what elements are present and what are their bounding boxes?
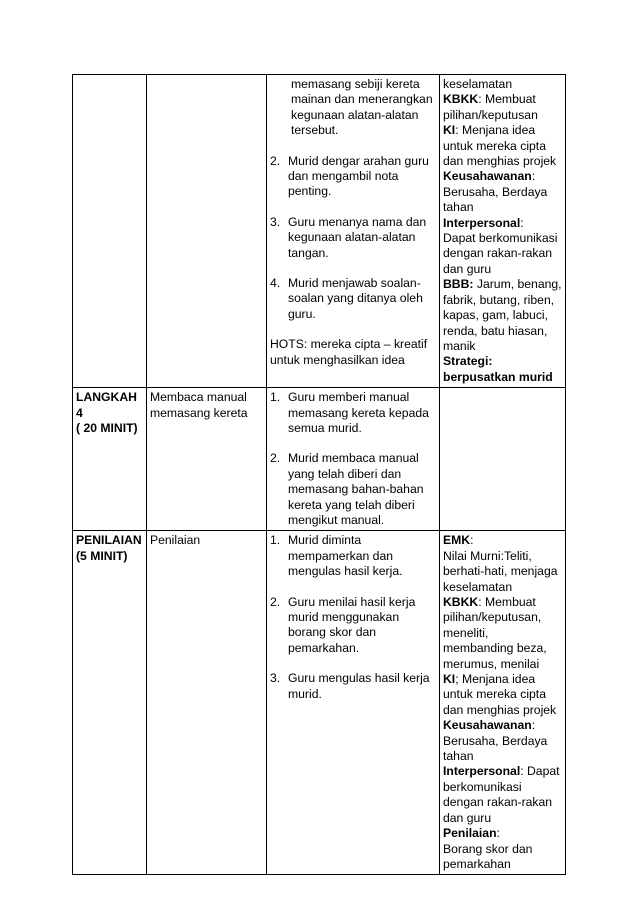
notes-cell bbox=[440, 531, 566, 875]
table-row bbox=[73, 388, 566, 531]
step-text: Murid menjawab soalan-soalan yang ditanya oleh guru. bbox=[288, 276, 423, 321]
note-text: : Dapat berkomunikasi dengan rakan-rakan dan guru bbox=[443, 764, 560, 825]
note-text: keselamatan bbox=[443, 77, 513, 91]
hots-note: HOTS: mereka cipta – kreatif untuk menghasilkan idea bbox=[270, 337, 428, 367]
activity-cell bbox=[267, 531, 440, 875]
note-line bbox=[443, 734, 562, 765]
note-heading: Interpersonal bbox=[443, 215, 521, 230]
note-text: : bbox=[531, 718, 536, 733]
table-row bbox=[73, 531, 566, 875]
note-line bbox=[443, 92, 562, 123]
lesson-plan-body bbox=[73, 75, 566, 875]
note-text: : bbox=[470, 533, 474, 548]
lesson-plan-table bbox=[72, 74, 566, 875]
stage-cell bbox=[73, 388, 147, 531]
step-text: Guru mengulas hasil kerja murid. bbox=[288, 671, 430, 701]
note-line bbox=[443, 826, 562, 841]
stage-cell bbox=[73, 531, 147, 875]
note-line bbox=[443, 77, 562, 92]
activity-cell bbox=[267, 75, 440, 388]
content-text: Penilaian bbox=[150, 533, 201, 548]
stage-label: (5 MINIT) bbox=[76, 548, 128, 563]
note-heading: BBB: bbox=[443, 277, 474, 292]
note-heading: KI bbox=[443, 672, 456, 687]
step-number: 1. bbox=[270, 390, 281, 405]
note-line bbox=[443, 169, 562, 184]
activity-step bbox=[270, 671, 436, 702]
activity-cell bbox=[267, 388, 440, 531]
content-cell bbox=[147, 388, 267, 531]
step-number: 2. bbox=[270, 451, 281, 466]
note-heading: Penilaian bbox=[443, 826, 497, 841]
activity-step bbox=[270, 390, 436, 436]
activity-step bbox=[270, 276, 436, 322]
step-text: Murid membaca manual yang telah diberi dan memasang bahan-bahan kereta yang telah diberi mengikut manual. bbox=[288, 451, 424, 527]
note-heading: EMK bbox=[443, 533, 471, 548]
table-row bbox=[73, 75, 566, 388]
note-line bbox=[443, 277, 562, 354]
note-heading: berpusatkan murid bbox=[443, 369, 553, 384]
note-line bbox=[443, 354, 562, 369]
step-text: Guru menilai hasil kerja murid menggunakan borang skor dan pemarkahan. bbox=[288, 594, 416, 655]
note-heading: Interpersonal bbox=[443, 764, 521, 779]
stage-label: LANGKAH bbox=[76, 390, 137, 405]
note-line bbox=[443, 533, 562, 548]
note-text: : Membuat pilihan/keputusan, meneliti, membanding beza, merumus, menilai bbox=[443, 595, 547, 671]
note-text: Jarum, benang, fabrik, butang, riben, kapas, gam, labuci, renda, batu hiasan, manik bbox=[443, 277, 562, 353]
note-line bbox=[443, 123, 562, 169]
stage-label: 4 bbox=[76, 405, 83, 420]
note-heading: KBKK bbox=[443, 595, 479, 609]
activity-continuation: memasang sebiji kereta mainan dan menerangkan kegunaan alatan-alatan tersebut. bbox=[291, 77, 433, 138]
note-text: : Membuat pilihan/keputusan bbox=[443, 92, 538, 122]
step-number: 4. bbox=[270, 276, 281, 291]
note-line bbox=[443, 595, 562, 672]
content-cell bbox=[147, 531, 267, 875]
note-line bbox=[443, 231, 562, 277]
content-cell bbox=[147, 75, 267, 388]
step-number: 1. bbox=[270, 533, 281, 548]
notes-cell bbox=[440, 388, 566, 531]
note-heading: Keusahawanan bbox=[443, 169, 532, 184]
note-line bbox=[443, 672, 562, 718]
activity-steps bbox=[270, 533, 436, 702]
activity-step bbox=[270, 595, 436, 657]
activity-step bbox=[270, 533, 436, 579]
note-text: : bbox=[531, 169, 536, 184]
step-number: 3. bbox=[270, 214, 281, 229]
stage-cell bbox=[73, 75, 147, 388]
note-line bbox=[443, 764, 562, 826]
note-heading: Keusahawanan bbox=[443, 718, 532, 733]
step-text: Guru menanya nama dan kegunaan alatan-alatan tangan. bbox=[288, 214, 427, 260]
note-heading: Strategi: bbox=[443, 354, 493, 369]
note-line bbox=[443, 718, 562, 733]
step-number: 3. bbox=[270, 671, 281, 686]
note-heading: KBKK bbox=[443, 92, 479, 107]
note-line bbox=[443, 216, 562, 231]
notes-cell bbox=[440, 75, 566, 388]
step-text: Murid dengar arahan guru dan mengambil nota penting. bbox=[288, 153, 429, 199]
note-heading: KI bbox=[443, 123, 456, 138]
note-text: : Menjana idea untuk mereka cipta dan menghias projek bbox=[443, 123, 557, 169]
step-text: Murid diminta mempamerkan dan mengulas hasil kerja. bbox=[288, 533, 403, 579]
note-line bbox=[443, 842, 562, 873]
step-text: Guru memberi manual memasang kereta kepada semua murid. bbox=[288, 390, 429, 435]
activity-steps bbox=[270, 154, 436, 323]
note-text: Berusaha, Berdaya tahan bbox=[443, 733, 548, 764]
step-number: 2. bbox=[270, 594, 281, 609]
note-line bbox=[443, 549, 562, 595]
note-line bbox=[443, 370, 562, 385]
note-text: ; Menjana idea untuk mereka cipta dan menghias projek bbox=[443, 672, 557, 717]
note-text: Nilai Murni:Teliti, berhati-hati, menjaga keselamatan bbox=[443, 548, 558, 594]
note-text: : bbox=[496, 826, 500, 841]
note-text: Borang skor dan pemarkahan bbox=[443, 841, 533, 871]
activity-steps bbox=[270, 390, 436, 528]
content-text: Membaca manual memasang kereta bbox=[150, 390, 248, 420]
note-line bbox=[443, 185, 562, 216]
stage-label: PENILAIAN bbox=[76, 533, 142, 548]
activity-step bbox=[270, 154, 436, 200]
step-number: 2. bbox=[270, 153, 281, 168]
note-text: : bbox=[520, 215, 524, 230]
activity-step bbox=[270, 451, 436, 528]
note-text: Dapat berkomunikasi dengan rakan-rakan dan guru bbox=[443, 231, 558, 276]
activity-step bbox=[270, 215, 436, 261]
stage-label: ( 20 MINIT) bbox=[76, 420, 138, 435]
note-text: Berusaha, Berdaya tahan bbox=[443, 184, 548, 215]
